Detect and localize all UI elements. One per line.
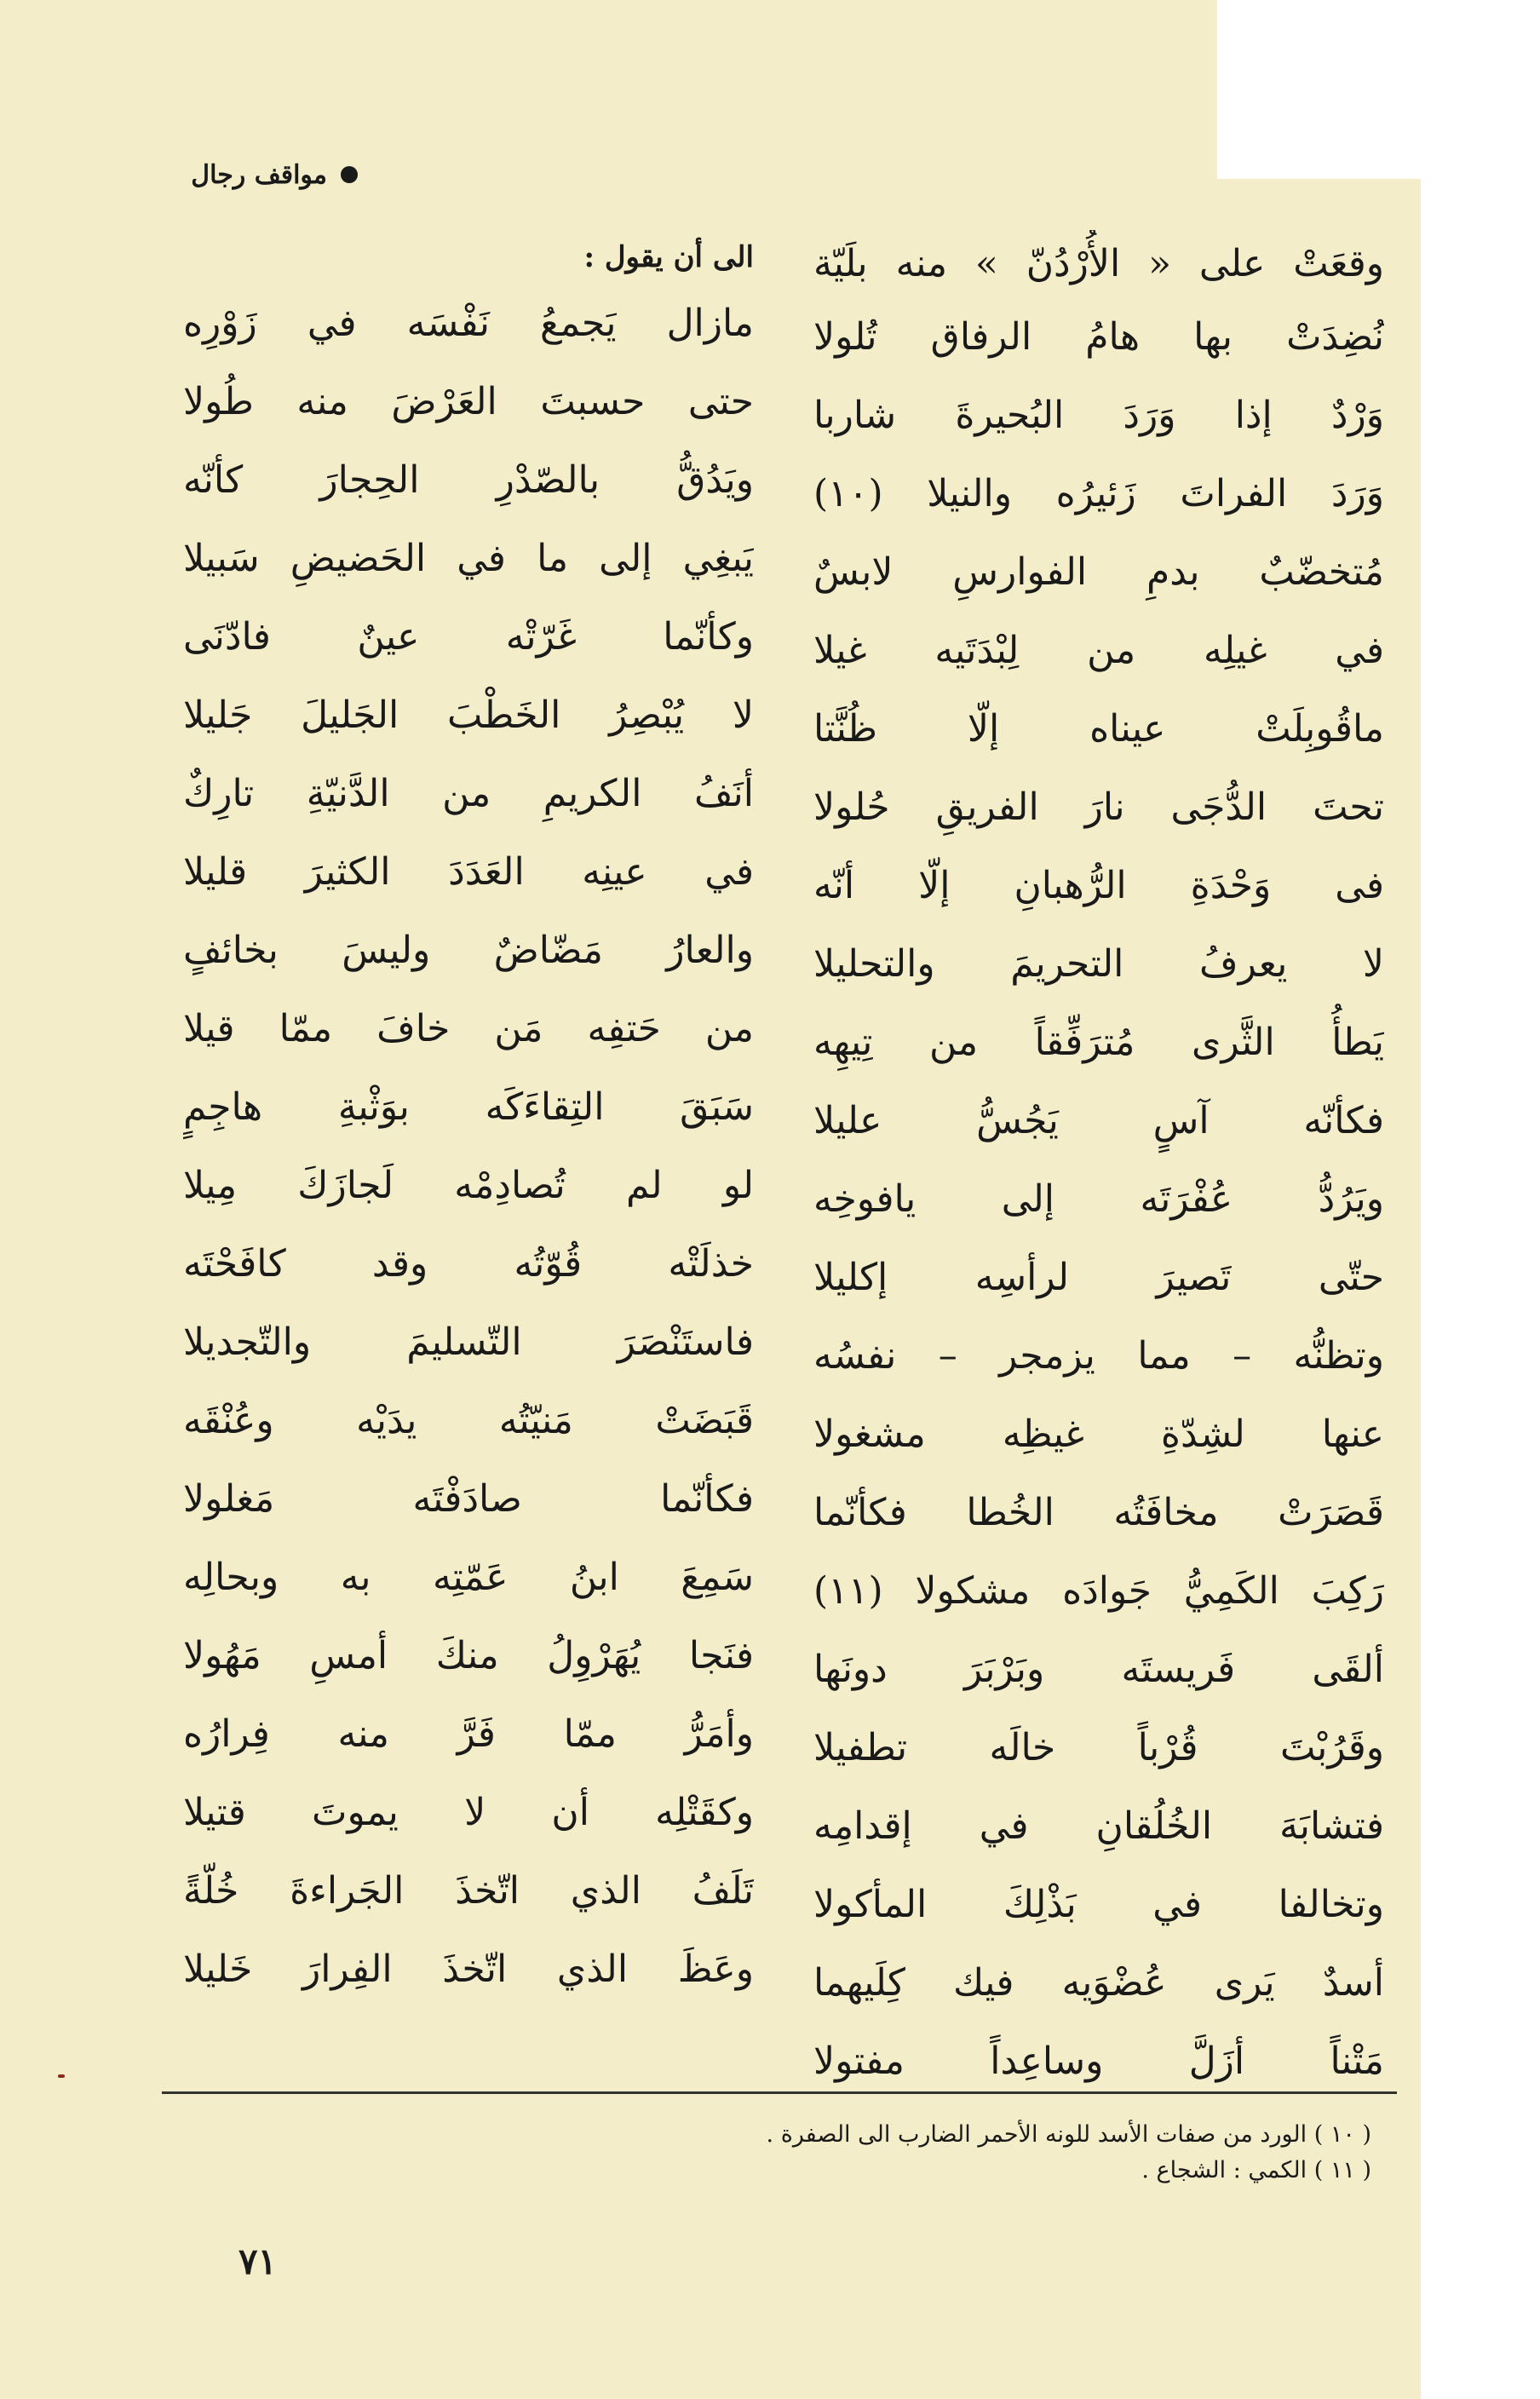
verse-line: يَبغِي إلى ما في الحَضيضِ سَبيلا	[183, 537, 754, 580]
verse-line: فتشابَهَ الخُلُقانِ في إقدامِه	[813, 1804, 1384, 1848]
verse-line: وكأنّما غَرّتْه عينٌ فادّنَى	[183, 615, 754, 659]
left-poem-column	[183, 230, 754, 2009]
verse-line: مازال يَجمعُ نَفْسَه في زَوْرِه	[183, 302, 754, 345]
running-header	[136, 153, 358, 196]
ink-mark	[58, 2074, 65, 2078]
verse-line: يَطأُ الثَّرى مُترَفِّقاً من تِيهِه	[813, 1021, 1384, 1064]
bullet-icon	[341, 166, 358, 183]
verse-line: سَبَقَ التِقاءَكَه بوَثْبةِ هاجِمٍ	[183, 1085, 754, 1129]
verse-line: حتى حسبتَ العَرْضَ منه طُولا	[183, 380, 754, 423]
verse-line: فى وَحْدَةِ الرُّهبانِ إلّا أنّه	[813, 864, 1384, 907]
verse-line: وَرَدَ الفراتَ زَئيرُه والنيلا (١٠)	[813, 472, 1384, 515]
verse-line: فكأنّما صادَفْتَه مَغلولا	[183, 1477, 754, 1521]
verse-line: قَبَضَتْ مَنيّتُه يدَيْه وعُنْقَه	[183, 1399, 754, 1442]
verse-line: لا يُبْصِرُ الخَطْبَ الجَليلَ جَليلا	[183, 693, 754, 737]
verse-line: ويَدُقُّ بالصّدْرِ الحِجارَ كأنّه	[183, 458, 754, 502]
right-poem-column	[813, 230, 1384, 2101]
verse-line: من حَتفِه مَن خافَ ممّا قيلا	[183, 1007, 754, 1050]
verse-line: أنَفُ الكريمِ من الدَّنيّةِ تارِكٌ	[183, 772, 754, 815]
footnotes	[256, 2117, 1371, 2189]
verse-line: وعَظَ الذي اتّخذَ الفِرارَ خَليلا	[183, 1947, 754, 1991]
verse-line: لا يعرفُ التحريمَ والتحليلا	[813, 942, 1384, 986]
intro-phrase: الى أن يقول :	[583, 240, 754, 274]
verse-line: رَكِبَ الكَمِيُّ جَوادَه مشكولا (١١)	[813, 1569, 1384, 1613]
verse-line: تحتَ الدُّجَى نارَ الفريقِ حُلولا	[813, 785, 1384, 829]
verse-line: وتخالفا في بَذْلِكَ المأكولا	[813, 1883, 1384, 1926]
verse-line: والعارُ مَضّاضٌ وليسَ بخائفٍ	[183, 929, 754, 972]
verse-line: تَلَفُ الذي اتّخذَ الجَراءةَ خُلّةً	[183, 1869, 754, 1913]
verse-line: لو لم تُصادِمْه لَجازَكَ مِيلا	[183, 1164, 754, 1207]
verse-line: نُضِدَتْ بها هامُ الرفاق تُلولا	[813, 315, 1384, 359]
verse-line: خذلَتْه قُوّتُه وقد كافَحْتَه	[183, 1242, 754, 1286]
verse-line: ماقُوبِلَتْ عيناه إلّا ظُنَّتا	[813, 707, 1384, 751]
verse-line: عنها لشِدّةِ غيظِه مشغولا	[813, 1412, 1384, 1456]
verse-line: فكأنّه آسٍ يَجُسُّ عليلا	[813, 1099, 1384, 1142]
verse-line: فنَجا يُهَرْوِلُ منكَ أمسِ مَهُولا	[183, 1634, 754, 1677]
verse-line: وَرْدٌ إذا وَرَدَ البُحيرةَ شاربا	[813, 394, 1384, 437]
verse-line: فاستَنْصَرَ التّسليمَ والتّجديلا	[183, 1320, 754, 1364]
verse-line: حتّى تَصيرَ لرأسِه إكليلا	[813, 1256, 1384, 1299]
footnote-divider	[162, 2091, 1397, 2094]
verse-line: في غيلِه من لِبْدَتَيه غيلا	[813, 629, 1384, 672]
page-number: ٧١	[238, 2241, 278, 2282]
verse-line: وكقَتْلِه أن لا يموتَ قتيلا	[183, 1791, 754, 1834]
verse-line: وأمَرُّ ممّا فَرَّ منه فِرارُه	[183, 1712, 754, 1756]
verse-line: مَتْناً أزَلَّ وساعِداً مفتولا	[813, 2039, 1384, 2083]
verse-line: قَصَرَتْ مخافَتُه الخُطا فكأنّما	[813, 1491, 1384, 1534]
verse-line: مُتخضّبٌ بدمِ الفوارسِ لابسٌ	[813, 550, 1384, 594]
verse-line: ألقَى فَريستَه وبَرْبَرَ دونَها	[813, 1648, 1384, 1691]
verse-line: وقَرُبْتَ قُرْباً خالَه تطفيلا	[813, 1726, 1384, 1769]
verse-line: سَمِعَ ابنُ عَمّتِه به وبحالِه	[183, 1556, 754, 1599]
header-title: مواقف رجال	[191, 159, 327, 190]
footnote: ( ١٠ ) الورد من صفات الأسد للونه الأحمر الضارب الى الصفرة .	[766, 2121, 1371, 2148]
verse-line: في عينِه العَدَدَ الكثيرَ قليلا	[183, 850, 754, 894]
verse-line: وتظنُّه – مما يزمجر – نفسُه	[813, 1334, 1384, 1378]
verse-line: أسدٌ يَرى عُضْوَيه فيك كِلَيهما	[813, 1961, 1384, 2005]
verse-line: وقعَتْ على « الأُرْدُنّ » منه بلَيّة	[813, 242, 1384, 285]
verse-line: ويَرُدُّ عُفْرَتَه إلى يافوخِه	[813, 1177, 1384, 1221]
footnote: ( ١١ ) الكمي : الشجاع .	[1141, 2157, 1371, 2183]
